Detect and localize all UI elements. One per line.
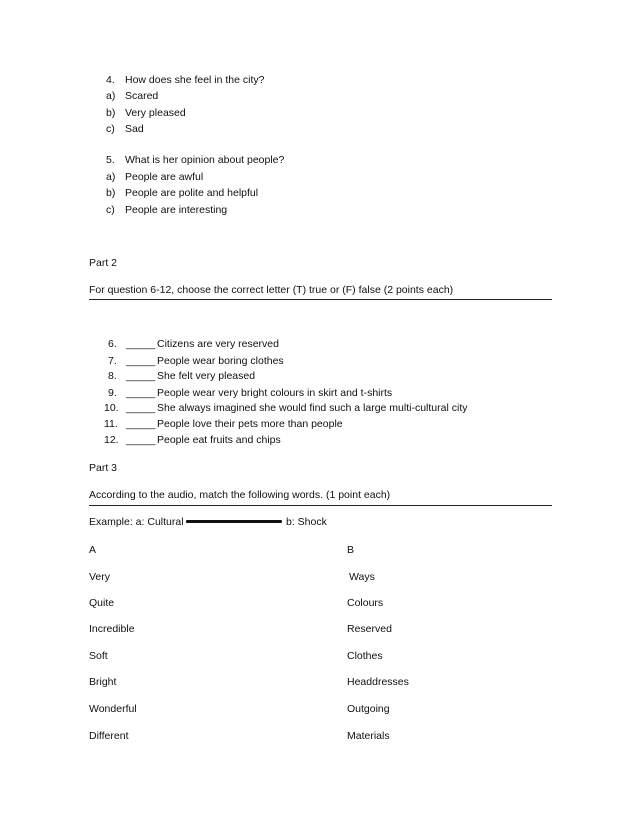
item-11-blank: _____ (126, 418, 156, 430)
col-a-item: Soft (89, 650, 108, 662)
column-b-header: B (347, 544, 355, 556)
item-8-blank: _____ (126, 370, 156, 382)
item-7-blank: _____ (126, 355, 156, 367)
q5-option-a: People are awful (125, 171, 204, 183)
q5-number: 5. (106, 154, 115, 166)
q4-option-b: Very pleased (125, 107, 186, 119)
col-a-item: Different (89, 730, 129, 742)
q4-number: 4. (106, 74, 115, 86)
item-8-number: 8. (108, 370, 117, 382)
q4-option-a-letter: a) (106, 90, 116, 102)
example-right: b: Shock (286, 516, 327, 528)
column-a-header: A (89, 544, 97, 556)
item-6-number: 6. (108, 338, 117, 350)
item-12-number: 12. (104, 434, 119, 446)
q5-option-a-letter: a) (106, 171, 116, 183)
q5-option-c-letter: c) (106, 204, 115, 216)
q4-option-c-letter: c) (106, 123, 115, 135)
q5-question: What is her opinion about people? (125, 154, 285, 166)
col-a-item: Incredible (89, 623, 135, 635)
col-a-item: Wonderful (89, 703, 137, 715)
q5-option-c: People are interesting (125, 204, 228, 216)
q5-option-b: People are polite and helpful (125, 187, 259, 199)
example-connector-line (186, 520, 282, 523)
item-8-text: She felt very pleased (157, 370, 256, 382)
q5-option-b-letter: b) (106, 187, 116, 199)
item-9-number: 9. (108, 387, 117, 399)
q4-option-a: Scared (125, 90, 159, 102)
item-6-blank: _____ (126, 338, 156, 350)
example-left: Example: a: Cultural (89, 516, 184, 528)
item-7-text: People wear boring clothes (157, 355, 284, 367)
q4-option-c: Sad (125, 123, 144, 135)
col-b-item: Materials (347, 730, 390, 742)
item-11-number: 11. (104, 418, 118, 430)
q4-option-b-letter: b) (106, 107, 116, 119)
item-11-text: People love their pets more than people (157, 418, 343, 430)
part2-title: Part 2 (89, 257, 118, 269)
item-6-text: Citizens are very reserved (157, 338, 279, 350)
col-a-item: Bright (89, 676, 117, 688)
col-b-item: Reserved (347, 623, 392, 635)
col-b-item: Colours (347, 597, 384, 609)
item-12-text: People eat fruits and chips (157, 434, 281, 446)
item-10-blank: _____ (126, 402, 156, 414)
item-9-blank: _____ (126, 387, 156, 399)
col-a-item: Quite (89, 597, 115, 609)
part2-divider (89, 299, 552, 300)
item-12-blank: _____ (126, 434, 156, 446)
part2-instructions: For question 6-12, choose the correct letter (T) true or (F) false (2 points each) (89, 284, 454, 296)
col-a-item: Very (89, 571, 111, 583)
item-7-number: 7. (108, 355, 117, 367)
item-10-number: 10. (104, 402, 119, 414)
part3-instructions: According to the audio, match the following words. (1 point each) (89, 489, 391, 501)
item-9-text: People wear very bright colours in skirt and t-shirts (157, 387, 393, 399)
q4-question: How does she feel in the city? (125, 74, 265, 86)
col-b-item: Headdresses (347, 676, 409, 688)
part3-title: Part 3 (89, 462, 118, 474)
part3-divider (89, 505, 552, 506)
col-b-item: Outgoing (347, 703, 390, 715)
col-b-item: Clothes (347, 650, 383, 662)
item-10-text: She always imagined she would find such a large multi-cultural city (157, 402, 468, 414)
col-b-item: Ways (349, 571, 375, 583)
